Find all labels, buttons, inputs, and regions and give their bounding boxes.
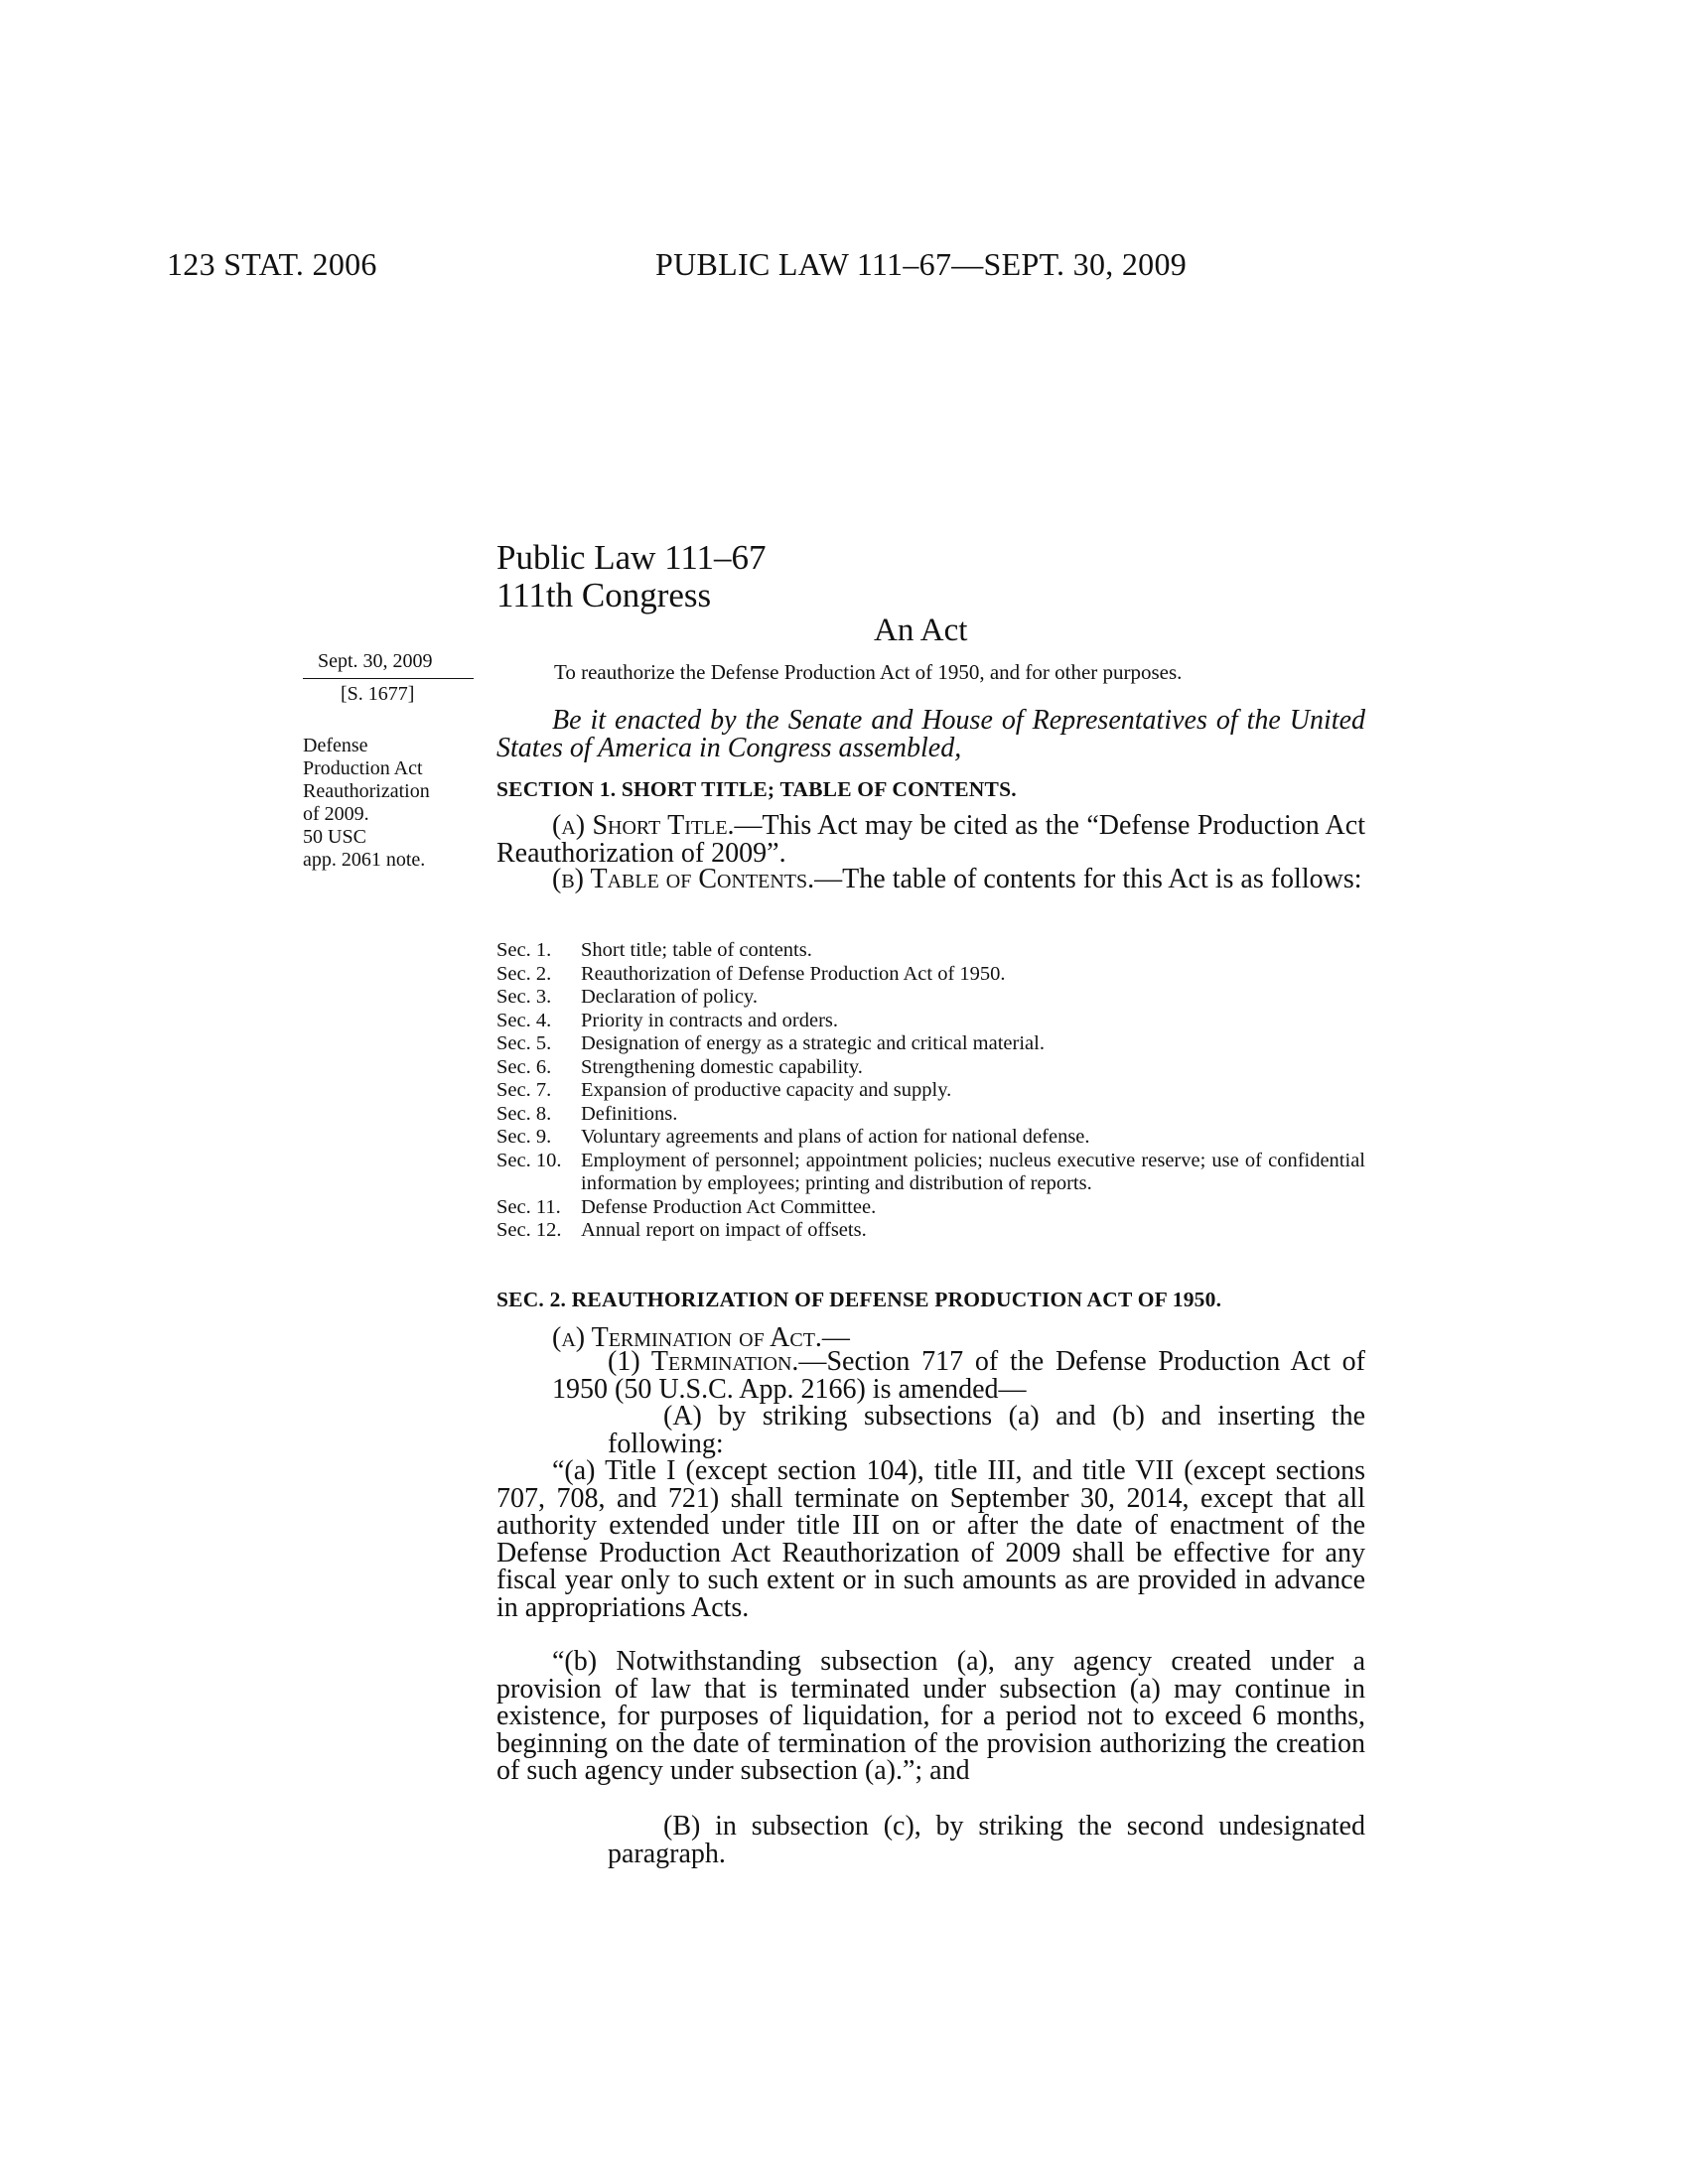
toc-title: Expansion of productive capacity and supply.: [581, 1079, 952, 1101]
toc-number: Sec. 10.: [496, 1149, 562, 1171]
enacting-clause: Be it enacted by the Senate and House of Representatives of the United States of America in Congress assembled,: [496, 705, 1365, 763]
toc-entry: [496, 1103, 1365, 1127]
margin-note-line: Production Act: [303, 757, 423, 779]
quoted-subsection-a: “(a) Title I (except section 104), title III, and title VII (except sections 707, 708, and 721) shall terminate on September 30, 2014, except that all authority extended under title III on or after the date of enactment of the Defense Production Act Reauthorization of 2009 shall be effective for any fiscal year only to such extent or in such amounts as are provided in advance in appropriations Acts.: [496, 1455, 1365, 1623]
toc-entry: [496, 1150, 1365, 1196]
toc-entry: [496, 1010, 1365, 1033]
toc-title: Annual report on impact of offsets.: [581, 1219, 867, 1241]
clause-b-text: (B) in subsection (c), by striking the second undesignated paragraph.: [608, 1811, 1365, 1869]
toc-title: Employment of personnel; appointment policies; nucleus executive reserve; use of confidential information by employees; printing and distribution of reports.: [581, 1149, 1365, 1194]
toc-title: Declaration of policy.: [581, 986, 758, 1008]
toc-title: Reauthorization of Defense Production Act of 1950.: [581, 962, 1006, 985]
toc-number: Sec. 8.: [496, 1102, 552, 1125]
toc-title: Short title; table of contents.: [581, 939, 812, 961]
clause-a: [608, 1403, 1365, 1457]
short-title-paragraph: [496, 812, 1365, 867]
short-title-label: (a) Short Title.—: [552, 810, 763, 841]
margin-date: Sept. 30, 2009: [318, 650, 433, 672]
section-2-heading: SEC. 2. REAUTHORIZATION OF DEFENSE PRODUCTION ACT OF 1950.: [496, 1288, 1222, 1311]
toc-number: Sec. 5.: [496, 1032, 552, 1054]
clause-a-text: (A) by striking subsections (a) and (b) and inserting the following:: [608, 1401, 1365, 1459]
toc-title: Designation of energy as a strategic and critical material.: [581, 1032, 1045, 1054]
termination-text: Section 717 of the Defense Production Act of 1950 (50 U.S.C. App. 2166) is amended—: [552, 1346, 1365, 1405]
toc-entry: [496, 963, 1365, 987]
toc-entry: [496, 1056, 1365, 1080]
paragraph-1-termination: [552, 1348, 1365, 1403]
toc-number: Sec. 1.: [496, 939, 552, 961]
congress-label: 111th Congress: [496, 576, 712, 614]
act-purpose: To reauthorize the Defense Production Act of 1950, and for other purposes.: [554, 660, 1183, 684]
toc-title: Defense Production Act Committee.: [581, 1195, 877, 1218]
running-header: PUBLIC LAW 111–67—SEPT. 30, 2009: [655, 246, 1188, 282]
toc-label: (b) Table of Contents.—: [552, 864, 843, 894]
law-title: Public Law 111–67: [496, 538, 767, 577]
toc-number: Sec. 7.: [496, 1079, 552, 1101]
toc-entry: [496, 986, 1365, 1010]
toc-number: Sec. 3.: [496, 986, 552, 1008]
termination-of-act-heading: (a) Termination of Act.—: [552, 1322, 850, 1353]
toc-number: Sec. 9.: [496, 1126, 552, 1148]
margin-note-line: of 2009.: [303, 803, 369, 825]
toc-number: Sec. 12.: [496, 1219, 562, 1241]
toc-title: Priority in contracts and orders.: [581, 1009, 839, 1031]
toc-entry: [496, 1219, 1365, 1243]
margin-note-line: Defense: [303, 735, 368, 756]
toc-number: Sec. 2.: [496, 962, 552, 985]
margin-bill-number: [S. 1677]: [341, 683, 415, 705]
margin-note-line: app. 2061 note.: [303, 849, 426, 871]
margin-note-line: Reauthorization: [303, 780, 430, 802]
toc-title: Voluntary agreements and plans of action for national defense.: [581, 1126, 1090, 1148]
act-heading: An Act: [874, 613, 968, 648]
toc-number: Sec. 4.: [496, 1009, 552, 1031]
table-of-contents: [496, 939, 1365, 1243]
quoted-subsection-b: “(b) Notwithstanding subsection (a), any agency created under a provision of law that is terminated under subsection (a) may continue in existence, for purposes of liquidation, for a period not to exceed 6 months, beginning on the date of termination of the provision authorizing the creation of such agency under subsection (a).”; and: [496, 1646, 1365, 1786]
margin-note-line: 50 USC: [303, 826, 366, 848]
toc-entry: [496, 1126, 1365, 1150]
short-title-text: This Act may be cited as the “Defense Production Act Reauthorization of 2009”.: [496, 810, 1365, 869]
margin-notes: [303, 735, 472, 872]
toc-entry: [496, 939, 1365, 963]
toc-number: Sec. 6.: [496, 1055, 552, 1078]
toc-entry: [496, 1196, 1365, 1220]
section-1-heading: SECTION 1. SHORT TITLE; TABLE OF CONTENTS.: [496, 777, 1017, 801]
toc-intro-text: The table of contents for this Act is as follows:: [842, 864, 1362, 894]
toc-entry: [496, 1032, 1365, 1056]
margin-divider: [303, 678, 474, 679]
clause-b: [608, 1813, 1365, 1867]
termination-label: (1) Termination.—: [608, 1346, 827, 1377]
toc-title: Strengthening domestic capability.: [581, 1055, 863, 1078]
page-stat-number: 123 STAT. 2006: [167, 246, 377, 282]
toc-intro-paragraph: [496, 866, 1365, 893]
toc-entry: [496, 1079, 1365, 1103]
toc-title: Definitions.: [581, 1102, 678, 1125]
toc-number: Sec. 11.: [496, 1195, 561, 1218]
